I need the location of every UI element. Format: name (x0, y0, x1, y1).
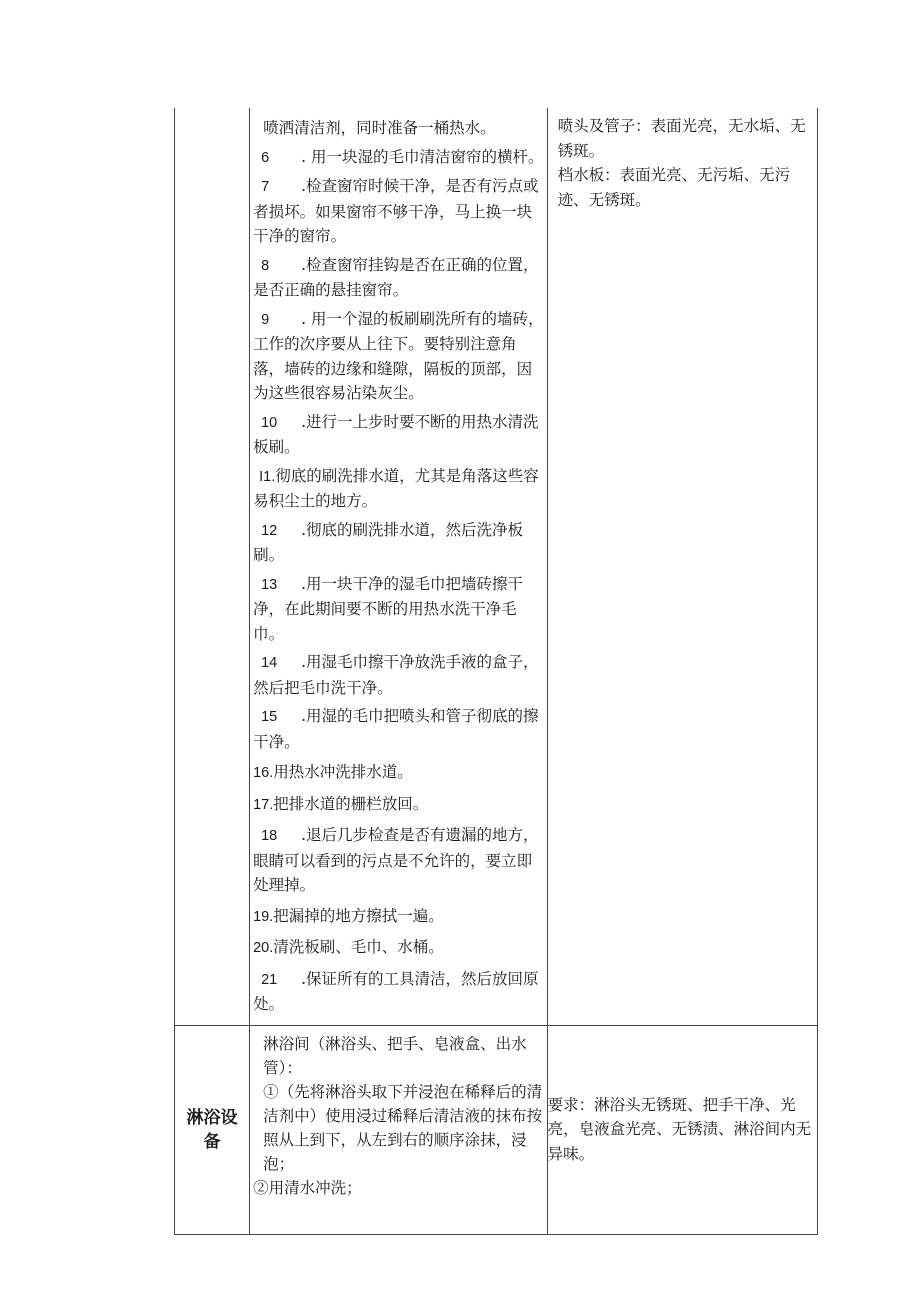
standard-line: 喷头及管子：表面光亮，无水垢、无锈斑。 (557, 117, 806, 160)
step-line: 9 . 用一个湿的板刷刷洗所有的墙砖，工作的次序要从上往下。要特别注意角落，墙砖的边缘和缝隙，隔板的顶部，因为这些很容易沾染灰尘。 (253, 309, 544, 402)
standards-cell (547, 1025, 817, 1234)
step-line: ②用清水冲洗； (253, 1178, 362, 1197)
step-line: 8 .检查窗帘挂钩是否在正确的位置，是否正确的悬挂窗帘。 (253, 255, 539, 299)
step-line: 14 .用湿毛巾擦干净放洗手液的盒子，然后把毛巾洗干净。 (253, 653, 539, 697)
step-line: ①（先将淋浴头取下并浸泡在稀释后的清洁剂中）使用浸过稀释后清洁液的抹布按照从上到下，从左到右的顺序涂抹，浸泡； (263, 1082, 543, 1173)
step-line: 21 .保证所有的工具清洁，然后放回原处。 (253, 969, 539, 1013)
procedure-steps-cell (250, 108, 547, 1025)
step-line: 6 . 用一块湿的毛巾清洁窗帘的横杆。 (261, 147, 544, 166)
procedure-steps-cell (250, 1025, 547, 1234)
step-line: 15 .用湿的毛巾把喷头和管子彻底的擦干净。 (253, 707, 539, 751)
cleaning-procedure-table (174, 108, 818, 1235)
table-row (175, 1025, 818, 1234)
standard-line: 要求：淋浴头无锈斑、把手干净、光亮，皂液盒光亮、无锈渍、淋浴间内无异味。 (547, 1095, 812, 1163)
step-line: 20.清洗板刷、毛巾、水桶。 (253, 938, 444, 956)
category-label: 淋浴设备 (186, 1107, 238, 1151)
step-line: 19.把漏掉的地方擦拭一遍。 (253, 906, 444, 925)
table-row (175, 108, 818, 1025)
step-line: 12 .彻底的刷洗排水道，然后洗净板刷。 (253, 520, 524, 564)
standards-cell (547, 108, 817, 1025)
step-line: 淋浴间（淋浴头、把手、皂液盒、出水管）： (263, 1034, 527, 1077)
step-line: I1.彻底的刷洗排水道，尤其是角落这些容易积尘土的地方。 (253, 466, 539, 510)
step-line: 7 .检查窗帘时候干净，是否有污点或者损坏。如果窗帘不够干净，马上换一块干净的窗帘。 (253, 177, 539, 245)
category-cell (175, 1025, 250, 1234)
standard-line: 档水板：表面光亮、无污垢、无污迹、无锈斑。 (557, 166, 791, 209)
category-cell-empty (175, 108, 250, 1025)
step-line: 喷洒清洁剂，同时准备一桶热水。 (263, 119, 496, 137)
step-line: 18 .退后几步检查是否有遗漏的地方，眼睛可以看到的污点是不允许的，要立即处理掉。 (253, 826, 539, 894)
step-line: 16.用热水冲洗排水道。 (253, 763, 413, 781)
step-line: 10 .进行一上步时要不断的用热水清洗板刷。 (253, 412, 539, 456)
step-line: 13 .用一块干净的湿毛巾把墙砖擦干净，在此期间要不断的用热水洗干净毛巾。 (253, 574, 524, 643)
step-line: 17.把排水道的栅栏放回。 (253, 794, 429, 813)
